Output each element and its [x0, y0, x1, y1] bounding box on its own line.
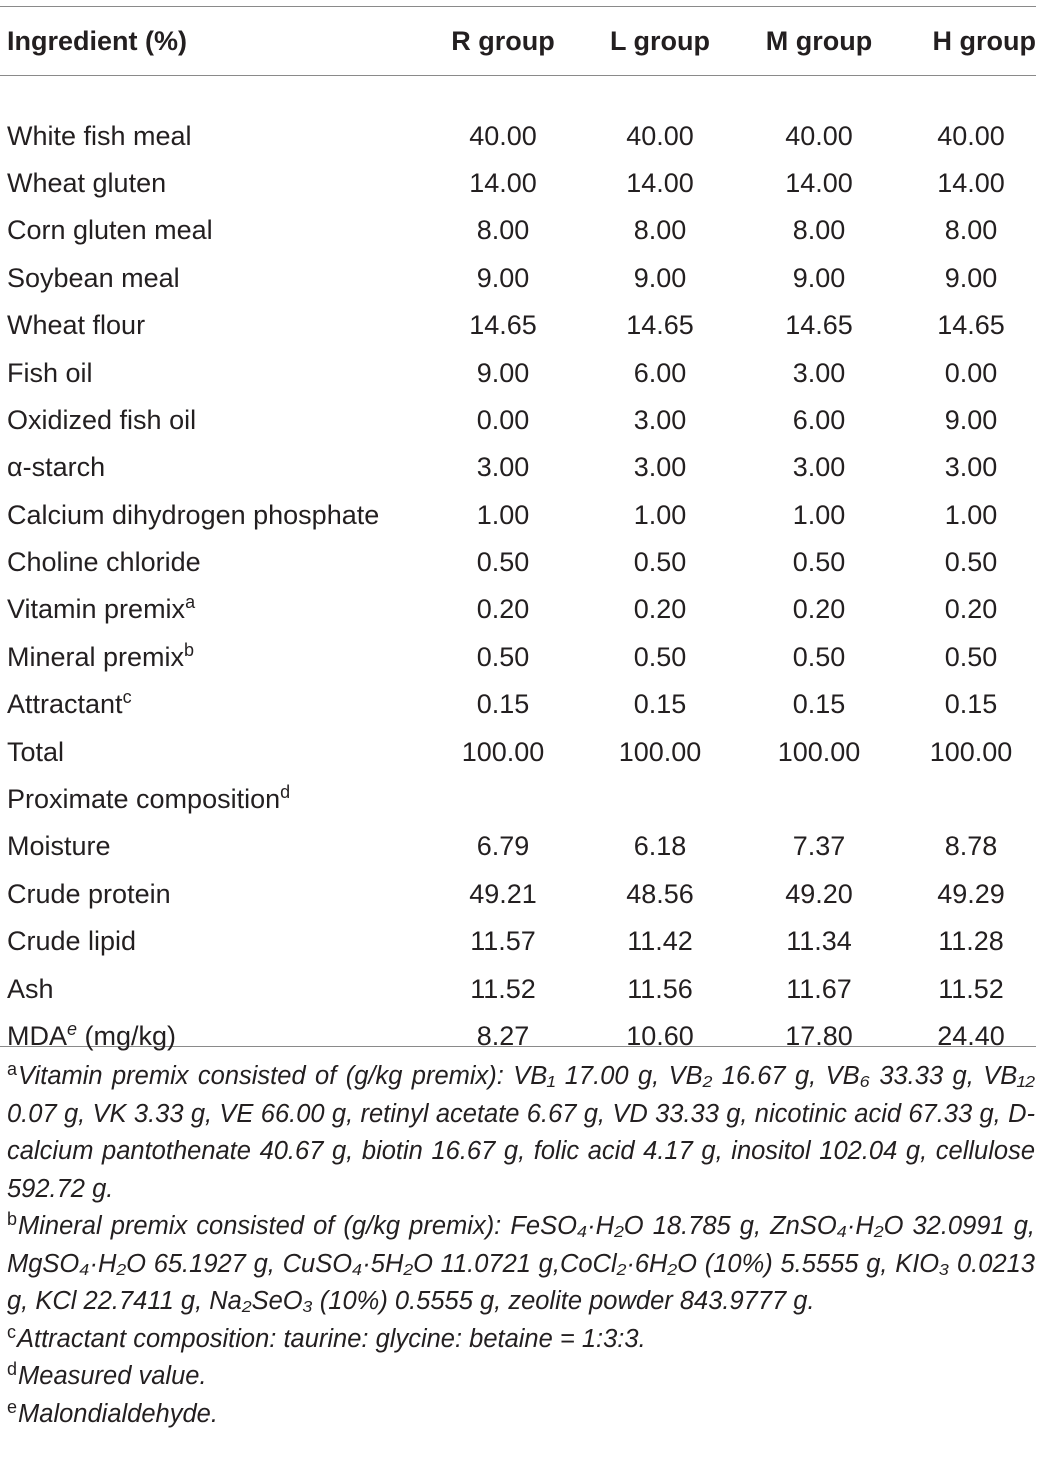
- row-label-cell: [0, 160, 420, 207]
- value-cell: 0.50: [633, 547, 687, 578]
- row-label-cell: [0, 823, 420, 870]
- table-row: [0, 1013, 1038, 1060]
- value-cell: 8.78: [944, 831, 998, 862]
- footnote-reference: a: [185, 592, 196, 613]
- value-cell: 9.00: [944, 404, 998, 435]
- diet-composition-table: [0, 18, 1038, 1060]
- value-cell: 14.00: [937, 167, 1005, 198]
- value-cell: 17.80: [785, 1021, 853, 1051]
- value-cell: 8.00: [476, 215, 530, 246]
- value-cell: 6.00: [792, 404, 846, 435]
- value-cell: 0.20: [792, 594, 846, 625]
- table-row: [0, 918, 1038, 965]
- row-label-cell: [0, 255, 420, 302]
- value-cell: 11.34: [786, 926, 852, 957]
- value-cell: 9.00: [476, 357, 530, 388]
- value-cell: 49.20: [785, 878, 853, 909]
- value-cell: 14.65: [626, 310, 694, 341]
- table-row: [0, 397, 1038, 444]
- value-cell: 7.37: [792, 831, 846, 862]
- row-label: Crude lipid: [7, 926, 137, 957]
- value-cell: 1.00: [944, 499, 998, 530]
- row-label-cell: [0, 539, 420, 586]
- footnote-text: Malondialdehyde.: [18, 1399, 218, 1428]
- footnote-marker: e: [7, 1396, 18, 1417]
- value-cell: 11.56: [627, 973, 693, 1004]
- value-cell: 14.65: [785, 310, 853, 341]
- value-cell: 9.00: [944, 262, 998, 293]
- row-label: Attractant: [7, 689, 123, 720]
- value-cell: 14.65: [937, 310, 1005, 341]
- table-row: [0, 349, 1038, 396]
- row-label: Choline chloride: [7, 547, 201, 578]
- table-row: [0, 112, 1038, 159]
- value-cell: 8.00: [944, 215, 998, 246]
- row-label-cell: [0, 302, 420, 349]
- column-header-l-group: L group: [610, 26, 710, 56]
- table-row: [0, 302, 1038, 349]
- row-label-cell: [0, 681, 420, 728]
- value-cell: 9.00: [476, 262, 530, 293]
- value-cell: [734, 776, 904, 823]
- table-row: [0, 681, 1038, 728]
- row-label: Wheat flour: [7, 310, 146, 341]
- value-cell: 40.00: [785, 120, 853, 151]
- value-cell: 14.00: [469, 167, 537, 198]
- value-cell: 0.20: [944, 594, 998, 625]
- value-cell: 0.00: [476, 404, 530, 435]
- value-cell: 9.00: [633, 262, 687, 293]
- footnote-marker: a: [7, 1059, 18, 1079]
- table-row: [0, 965, 1038, 1012]
- value-cell: [420, 776, 586, 823]
- value-cell: 0.15: [944, 689, 998, 720]
- table-row: [0, 823, 1038, 870]
- value-cell: 1.00: [633, 499, 687, 530]
- footnote-text: Attractant composition: taurine: glycine: betaine = 1:3:3.: [17, 1324, 646, 1353]
- row-label: Proximate composition: [7, 784, 281, 815]
- column-header-ingredient: Ingredient (%): [7, 26, 187, 56]
- footnote-a: [7, 1058, 1035, 1208]
- value-cell: 0.15: [792, 689, 846, 720]
- footnote-marker: d: [7, 1359, 18, 1379]
- table-row: [0, 586, 1038, 633]
- row-label: Total: [7, 736, 65, 767]
- footnote-reference: b: [184, 639, 195, 660]
- footnote-text: Vitamin premix consisted of (g/kg premix): VB₁ 17.00 g, VB₂ 16.67 g, VB₆ 33.33 g, VB₁₂ 0.07 g, VK 3.33 g, VE 66.00 g, retinyl acetate 6.67 g, VD 33.33 g, nicotinic acid 67.33 g, D-calcium pantothenate 40.67 g, biotin 16.67 g, folic acid 4.17 g, inositol 102.04 g, cellulose 592.72 g.: [7, 1062, 1035, 1203]
- row-label: Soybean meal: [7, 262, 180, 293]
- value-cell: 0.15: [633, 689, 687, 720]
- row-label-cell: [0, 397, 420, 444]
- row-label: Vitamin premix: [7, 594, 186, 625]
- table-row: [0, 728, 1038, 775]
- row-label-cell: [0, 634, 420, 681]
- row-label: Mineral premix: [7, 641, 185, 672]
- row-label-cell: [0, 112, 420, 159]
- row-label-cell: [0, 776, 420, 823]
- value-cell: 6.18: [633, 831, 687, 862]
- row-label-cell: [0, 728, 420, 775]
- row-label: Oxidized fish oil: [7, 404, 197, 435]
- value-cell: 1.00: [792, 499, 846, 530]
- row-label-cell: [0, 492, 420, 539]
- value-cell: 8.27: [476, 1021, 530, 1051]
- value-cell: 11.57: [470, 926, 536, 957]
- value-cell: 49.21: [469, 878, 537, 909]
- value-cell: 3.00: [792, 357, 846, 388]
- row-label-cell: [0, 349, 420, 396]
- value-cell: 0.00: [944, 357, 998, 388]
- row-label-cell: [0, 207, 420, 254]
- value-cell: 11.28: [938, 926, 1004, 957]
- value-cell: 100.00: [461, 736, 545, 767]
- value-cell: 0.50: [792, 641, 846, 672]
- value-cell: 8.00: [633, 215, 687, 246]
- table-row: [0, 160, 1038, 207]
- value-cell: 40.00: [937, 120, 1005, 151]
- value-cell: 0.50: [633, 641, 687, 672]
- value-cell: 3.00: [944, 452, 998, 483]
- value-cell: 40.00: [626, 120, 694, 151]
- footnote-reference: d: [280, 782, 291, 803]
- row-label: White fish meal: [7, 120, 192, 151]
- value-cell: 11.52: [470, 973, 536, 1004]
- table-row: [0, 539, 1038, 586]
- table-row: [0, 492, 1038, 539]
- value-cell: [904, 776, 1038, 823]
- row-label-cell: [0, 871, 420, 918]
- row-label-cell: [0, 1013, 420, 1060]
- value-cell: 0.50: [792, 547, 846, 578]
- row-label: Crude protein: [7, 878, 171, 909]
- value-cell: 40.00: [469, 120, 537, 151]
- table-row: [0, 444, 1038, 491]
- row-label: Fish oil: [7, 357, 93, 388]
- table-footnotes: [7, 1058, 1035, 1433]
- table-row: [0, 255, 1038, 302]
- value-cell: 6.79: [476, 831, 530, 862]
- column-header-r-group: R group: [451, 26, 555, 56]
- row-label: Wheat gluten: [7, 167, 167, 198]
- value-cell: 9.00: [792, 262, 846, 293]
- value-cell: 0.20: [476, 594, 530, 625]
- value-cell: 8.00: [792, 215, 846, 246]
- row-label: Ash: [7, 973, 54, 1004]
- row-label: Calcium dihydrogen phosphate: [7, 499, 380, 530]
- footnote-text: Mineral premix consisted of (g/kg premix): FeSO₄·H₂O 18.785 g, ZnSO₄·H₂O 32.0991 g, MgSO₄·H₂O 65.1927 g, CuSO₄·5H₂O 11.0721 g,CoCl₂·6H₂O (10%) 5.5555 g, KIO₃ 0.0213 g, KCl 22.7411 g, Na₂SeO₃ (10%) 0.5555 g, zeolite powder 843.9777 g.: [7, 1212, 1035, 1315]
- table-top-rule: [0, 6, 1036, 7]
- value-cell: 11.42: [627, 926, 693, 957]
- value-cell: 100.00: [929, 736, 1013, 767]
- table-row: [0, 776, 1038, 823]
- value-cell: 3.00: [633, 404, 687, 435]
- row-unit: (mg/kg): [77, 1021, 177, 1051]
- footnote-marker: c: [7, 1321, 16, 1342]
- row-label-cell: [0, 918, 420, 965]
- value-cell: 0.50: [476, 547, 530, 578]
- row-label-cell: [0, 586, 420, 633]
- value-cell: 1.00: [476, 499, 530, 530]
- footnote-reference: e: [67, 1019, 78, 1039]
- value-cell: 11.67: [786, 973, 852, 1004]
- row-label-cell: [0, 965, 420, 1012]
- table-row: [0, 634, 1038, 681]
- footnote-d: [7, 1358, 1035, 1396]
- row-label: α-starch: [7, 452, 106, 483]
- footnote-c: [7, 1321, 1035, 1359]
- column-header-m-group: M group: [765, 26, 873, 56]
- value-cell: 3.00: [792, 452, 846, 483]
- row-label-cell: [0, 444, 420, 491]
- value-cell: 14.00: [626, 167, 694, 198]
- value-cell: [586, 776, 734, 823]
- value-cell: 49.29: [937, 878, 1005, 909]
- footnote-marker: b: [7, 1209, 18, 1229]
- column-header-h-group: H group: [932, 26, 1036, 56]
- value-cell: 0.50: [476, 641, 530, 672]
- value-cell: 11.52: [938, 973, 1004, 1004]
- footnote-b: [7, 1208, 1035, 1321]
- value-cell: 0.50: [944, 641, 998, 672]
- value-cell: 0.15: [476, 689, 530, 720]
- value-cell: 14.00: [785, 167, 853, 198]
- value-cell: 14.65: [469, 310, 537, 341]
- row-label: Corn gluten meal: [7, 215, 213, 246]
- value-cell: 3.00: [476, 452, 530, 483]
- table-row: [0, 871, 1038, 918]
- value-cell: 6.00: [633, 357, 687, 388]
- value-cell: 10.60: [626, 1021, 694, 1051]
- table-row: [0, 207, 1038, 254]
- footnote-e: [7, 1396, 1035, 1434]
- footnote-reference: c: [122, 687, 132, 708]
- value-cell: 100.00: [777, 736, 861, 767]
- value-cell: 48.56: [626, 878, 694, 909]
- value-cell: 100.00: [618, 736, 702, 767]
- row-label: Moisture: [7, 831, 111, 862]
- row-label: MDA: [7, 1021, 67, 1051]
- value-cell: 24.40: [937, 1021, 1005, 1051]
- value-cell: 0.50: [944, 547, 998, 578]
- table-header-row: [0, 18, 1038, 65]
- footnote-text: Measured value.: [18, 1362, 207, 1390]
- value-cell: 3.00: [633, 452, 687, 483]
- value-cell: 0.20: [633, 594, 687, 625]
